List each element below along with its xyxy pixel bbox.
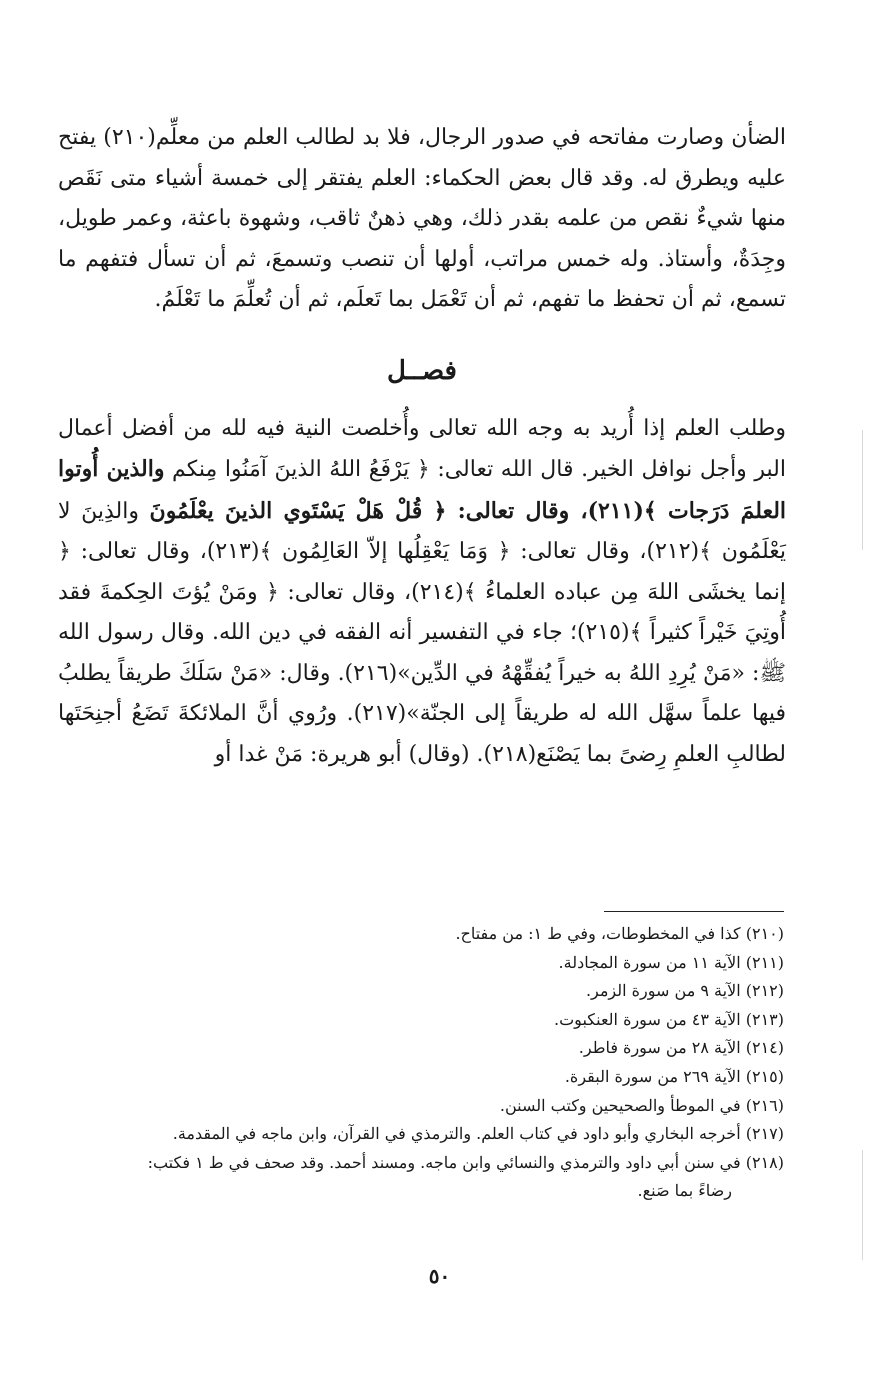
section-line: والذين أُوتوا العلمَ دَرَجات ﴾(٢١١)، وقال تعالى: ﴿ قُلْ هَلْ يَسْتَوي الذينَ يعْلَمُونَ <box>58 456 787 524</box>
footnote: (٢١٥) الآية ٢٦٩ من سورة البقرة. <box>564 1066 784 1086</box>
body-line: فتفهم ما تسمع، ثم أن تحفظ ما تفهم، ثم أن تَعْمَل بما تَعلَم، ثم أن تُعلِّمَ ما <box>58 246 786 312</box>
body-line: طويل، وجِدَةٌ، وأستاذ. وله خمس مراتب، أولها أن تنصب وتسمعَ، ثم أن تسأل <box>58 206 787 272</box>
opening-paragraph <box>58 118 786 321</box>
section-paragraph <box>58 409 786 776</box>
body-line: الضأن وصارت مفاتحه في صدور الرجال، فلا بد لطالب العلم من معلِّم(٢١٠) يفتح <box>58 125 787 150</box>
footnote: (٢١٦) في الموطأ والصحيحين وكتب السنن. <box>499 1095 784 1115</box>
footnote-continuation <box>68 1177 784 1206</box>
section-heading: فصــل <box>387 355 457 386</box>
section-line: الحِكمةَ فقد أُوتِيَ خَيْراً كثيراً ﴾(٢١٥)؛ جاء في التفسير أنه الفقه في دين الله. وقال <box>58 579 786 645</box>
footnotes <box>68 920 784 1206</box>
margin-line <box>862 430 863 550</box>
footnote: (٢١٣) الآية ٤٣ من سورة العنكبوت. <box>554 1009 784 1029</box>
body-line: عليه ويطرق له. وقد قال بعض الحكماء: العلم يفتقر إلى خمسة أشياء متى نَقَص <box>58 165 786 191</box>
section-line: وطلب العلم إذا أُريد به وجه الله تعالى وأُخلصت النية فيه لله من أفضل <box>121 415 787 441</box>
footnote: (٢١٤) الآية ٢٨ من سورة فاطر. <box>578 1038 784 1058</box>
footnote: (٢١٧) أخرجه البخاري وأبو داود في كتاب العلم. والترمذي في القرآن، وابن ماجه في المقدمة. <box>172 1124 784 1144</box>
footnote-continuation-text: رضاءً بما صَنع. <box>637 1181 732 1201</box>
section-line: طريقاً يطلبُ فيها علماً سهَّل الله له طريقاً إلى الجنّة»(٢١٧). ورُوي أنَّ الملائكةَ <box>58 660 786 726</box>
page-body <box>58 118 786 775</box>
section-line: أعمال البر وأجل نوافل الخير. قال الله تعالى: ﴿ يَرْفَعُ اللهُ الذينَ آمَنُوا مِنكم <box>58 415 786 482</box>
footnote: (٢١٨) في سنن أبي داود والترمذي والنسائي وابن ماجه. ومسند أحمد. وقد صحف في ط ١ فكتب: <box>147 1152 784 1172</box>
footnote: (٢١٢) الآية ٩ من سورة الزمر. <box>585 981 784 1001</box>
body-line: منها شيءٌ نقص من علمه بقدر ذلك، وهي ذهنٌ ثاقب، وشهوة باعثة، وعمر <box>124 206 787 231</box>
body-line: تَعْلَمُ. <box>154 287 201 312</box>
page-number: ٥٠ <box>428 1264 451 1288</box>
section-line: تعالى: ﴿ إنما يخشَى اللهَ مِن عباده العلماءُ ﴾(٢١٤)، وقال تعالى: ﴿ ومَنْ يُؤتَ <box>58 539 786 605</box>
footnote: (٢١٠) كذا في المخطوطات، وفي ط ١: من مفتاح. <box>455 924 784 943</box>
margin-line <box>862 1150 863 1260</box>
section-line: رسول الله ﷺ: «مَنْ يُرِدِ اللهُ به خيراً يُفقِّهْهُ في الدِّين»(٢١٦). وقال: «مَنْ سَلَكَ <box>58 620 787 686</box>
footnote-separator <box>604 911 784 912</box>
section-line: تَضَعُ أجنِحَتَها لطالبِ العلمِ رِضىً بما يَصْنَع(٢١٨). (وقال) أبو هريرة: مَنْ غدا أو <box>58 701 786 767</box>
section-line: والذِينَ لا يَعْلَمُون ﴾(٢١٢)، وقال تعالى: ﴿ وَمَا يَعْقِلُها إلاّ العَالِمُون ﴾(٢١٣)، وقال <box>58 498 786 564</box>
footnote: (٢١١) الآية ١١ من سورة المجادلة. <box>558 952 784 972</box>
